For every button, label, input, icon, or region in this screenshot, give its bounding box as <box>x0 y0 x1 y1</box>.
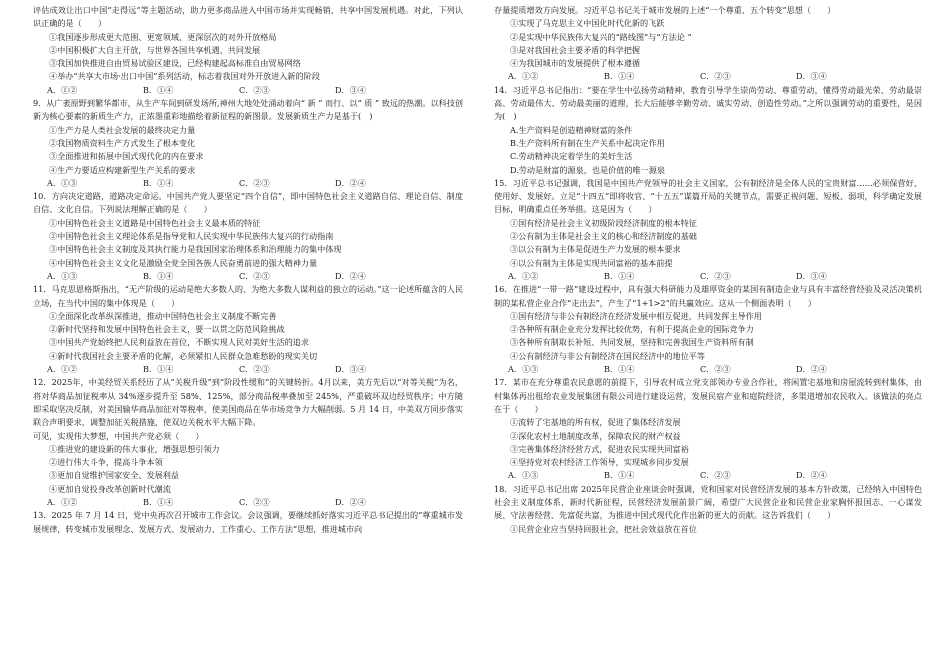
question-16-option-3: ③各种所有制取长补短、共同发展，坚持和完善我国生产资料所有制 <box>510 337 754 348</box>
choice-b: B．①④ <box>143 177 174 188</box>
choice-a: A．①③ <box>47 270 78 281</box>
question-18-option-1: ①民营企业应当坚持回报社会，把社会效益放在首位 <box>510 523 697 534</box>
choice-b: B．①④ <box>604 71 635 82</box>
question-11-option-4: ④新时代我国社会主要矛盾的化解，必须紧扣人民群众急难愁盼的现实关切 <box>49 350 318 361</box>
question-8-option-2: ②中国积极扩大自主开放，与世界各国共享机遇、共同发展 <box>49 44 261 55</box>
question-10-option-1: ①中国特色社会主义道路是中国特色社会主义最本质的特征 <box>49 217 261 228</box>
question-15-choices <box>494 270 922 283</box>
question-8-choices <box>33 84 463 97</box>
choice-d: D．②④ <box>796 364 827 375</box>
question-15-option-3: ③以公有制为主体是促进生产力发展的根本要求 <box>510 244 681 255</box>
choice-d: D．②④ <box>335 270 366 281</box>
question-8-stem: 评估成效让出口中国“走得远”等主题活动，助力更多商品进入中国市场并实现畅销，共享中国发展机遇。对此，下列认识正确的是（ ） <box>33 5 463 29</box>
question-9-choices <box>33 177 463 190</box>
question-13-stem: 13．2025 年 7 月 14 日，党中央再次召开城市工作会议。会议强调，要继续抓好落实习近平总书记提出的“尊重城市发展规律，转变城市发展理念、发展方式、发展动力、工作重心、工作方法”思想，推进城市向 <box>33 510 463 534</box>
question-9-option-3: ③全面推进和拓展中国式现代化的内在要求 <box>49 151 204 162</box>
choice-b: B．①④ <box>143 496 174 507</box>
choice-c: C．②③ <box>239 270 270 281</box>
question-8-option-3: ③我国加快推进自由贸易试验区建设，已经构建起高标准自由贸易网络 <box>49 58 301 69</box>
question-15 <box>494 177 922 283</box>
question-17-stem: 17．某市在充分尊重农民意愿的前提下，引导农村成立党支部领办专业合作社，将闲置宅基地和房屋流转到村集体，由村集体再出租给农业发展集团有限公司进行建设运营，发展民宿产业和庭院经济，多渠道增加农民收入。该做法的亮点在于（ ） <box>494 377 922 414</box>
question-18 <box>494 483 922 536</box>
choice-c: C．②③ <box>239 496 270 507</box>
question-8-option-1: ①我国逐步形成更大范围、更宽领域、更深层次的对外开放格局 <box>49 31 277 42</box>
question-10-option-3: ③中国特色社会主义制度及其执行能力是我国国家治理体系和治理能力的集中体现 <box>49 244 342 255</box>
question-10 <box>33 190 463 283</box>
question-9-stem: 9．从广袤原野到繁华都市，从生产车间到研发场所,神州大地处处涌动着向“ 新 ” 而行、以“ 质 ” 致远的热潮。以科技创新为核心要素的新质生产力，正浓墨重彩地描绘着新征程的新图景。发展新质生产力是基于( ) <box>33 98 463 122</box>
question-16-option-4: ④公有制经济与非公有制经济在国民经济中的地位平等 <box>510 350 706 361</box>
question-13-choices <box>494 70 922 83</box>
question-17-option-4: ④坚持党对农村经济工作领导，实现城乡同步发展 <box>510 457 689 468</box>
question-12-option-1: ①推进党的建设新的伟大事业，增强思想引领力 <box>49 443 220 454</box>
question-10-stem: 10．方向决定道路，道路决定命运。中国共产党人要坚定“四个自信”，即中国特色社会主义道路自信、理论自信、制度自信、文化自信。下列说法理解正确的是（ ） <box>33 191 463 215</box>
question-10-choices <box>33 270 463 283</box>
choice-c: C．②③ <box>239 177 270 188</box>
question-14-option-d: D.劳动是财富的源泉，也是价值的唯一源泉 <box>510 164 666 175</box>
choice-a: A．①② <box>47 84 78 95</box>
question-14-option-a: A.生产资料是创造精神财富的条件 <box>510 124 633 135</box>
question-12-option-4: ④更加自觉投身改革创新时代潮流 <box>49 483 171 494</box>
question-16-choices <box>494 363 922 376</box>
question-9-option-1: ①生产力是人类社会发展的最终决定力量 <box>49 124 196 135</box>
question-14-stem: 14．习近平总书记指出：“要在学生中弘扬劳动精神，教育引导学生崇尚劳动、尊重劳动，懂得劳动最光荣、劳动最崇高、劳动最伟大、劳动最美丽的道理，长大后能够辛勤劳动、诚实劳动、创造性劳动。”之所以强调劳动的重要性，是因为( ) <box>494 84 922 122</box>
choice-c: C．②③ <box>700 364 731 375</box>
choice-c: C．②③ <box>700 270 731 281</box>
question-14 <box>494 84 922 177</box>
question-15-stem: 15．习近平总书记强调，我国是中国共产党领导的社会主义国家，公有制经济是全体人民的宝贵财富……必须保营好、使用好、发展好。立足“十四五”即将收官、“十五五”谋篇开局的关键节点，需要正视问题、短板、弱项，科学确定发展目标，明确重点任务举措。这是因为（ ） <box>494 177 922 215</box>
question-12-stem-question: 可见，实现伟大梦想，中国共产党必须（ ） <box>33 430 204 441</box>
choice-b: B．①④ <box>604 470 635 481</box>
choice-b: B．①④ <box>143 364 174 375</box>
question-18-stem: 18．习近平总书记出席 2025年民营企业座谈会时强调，党和国家对民营经济发展的基本方针政策，已经纳入中国特色社会主义制度体系，新时代新征程，民营经济发展前景广阔，希望广大民营企业和民营企业家胸怀报国志、一心谋发展、守法善经营、先富促共富，为推进中国式现代化作出新的更大的贡献。这告诉我们（ ） <box>494 483 922 521</box>
question-13-option-3: ③是对我国社会主要矛盾的科学把握 <box>510 44 641 55</box>
choice-c: C．②③ <box>700 470 731 481</box>
question-11-stem: 11．马克思恩格斯指出，“无产阶级的运动是绝大多数人的、为绝大多数人谋利益的独立的运动。”这一论述所蕴含的人民立场，在当代中国的集中体现是（ ） <box>33 284 463 308</box>
choice-a: A．①③ <box>508 364 539 375</box>
choice-d: D．③④ <box>335 364 366 375</box>
question-11-choices <box>33 363 463 376</box>
choice-d: D．②④ <box>335 496 366 507</box>
right-column <box>494 4 922 536</box>
question-11-option-2: ②新时代坚持和发展中国特色社会主义，要一以贯之防范风险挑战 <box>49 324 285 335</box>
choice-b: B．①④ <box>143 84 174 95</box>
question-17-choices <box>494 469 922 482</box>
question-17 <box>494 376 922 482</box>
choice-a: A．①② <box>508 71 539 82</box>
question-17-option-2: ②深化农村土地制度改革，保障农民的财产权益 <box>510 430 681 441</box>
left-column <box>33 4 463 536</box>
question-9 <box>33 97 463 190</box>
choice-b: B．①④ <box>604 364 635 375</box>
choice-d: D．③④ <box>796 270 827 281</box>
question-16-stem: 16．在推进“一带一路”建设过程中，具有强大科研能力及雄厚资金的某国有制造企业与具有丰富经营经验及灵活决策机制的某私营企业合作“走出去”，产生了“1+1>2”的共赢效应。这从一个侧面表明（ ） <box>494 284 922 308</box>
question-13 <box>33 509 463 536</box>
choice-d: D．③④ <box>796 71 827 82</box>
question-13-option-1: ①实现了马克思主义中国化时代化新的飞跃 <box>510 18 665 29</box>
question-12-option-3: ③更加自觉维护国家安全、发展利益 <box>49 470 180 481</box>
choice-a: A．①② <box>508 270 539 281</box>
question-11 <box>33 283 463 376</box>
question-15-option-2: ②公有制为主体是社会主义的核心和经济制度的基础 <box>510 231 697 242</box>
choice-c: C．②③ <box>700 71 731 82</box>
question-10-option-2: ②中国特色社会主义理论体系是指导党和人民实现中华民族伟大复兴的行动指南 <box>49 231 334 242</box>
question-12-option-2: ②进行伟大斗争，提高斗争本领 <box>49 457 163 468</box>
question-12-choices <box>33 496 463 509</box>
question-12 <box>33 376 463 509</box>
question-13-option-2: ②是实现中华民族伟大复兴的“路线图”与“方法论 ” <box>510 31 692 42</box>
choice-a: A．①③ <box>508 470 539 481</box>
question-17-option-3: ③完善集体经济经营方式，促进农民实现共同富裕 <box>510 443 689 454</box>
question-13-stem-continued: 存量提质增效方向发展。习近平总书记关于城市发展的上述“一个尊重、五个转变”思想（ ） <box>494 5 836 15</box>
question-13-continued <box>494 4 922 84</box>
choice-d: D．②④ <box>796 470 827 481</box>
choice-c: C．②③ <box>239 364 270 375</box>
choice-a: A．①③ <box>47 177 78 188</box>
question-11-option-1: ①全面深化改革纵深推进，推动中国特色社会主义制度不断完善 <box>49 310 277 321</box>
question-17-option-1: ①流转了宅基地的所有权，促进了集体经济发展 <box>510 417 681 428</box>
question-16 <box>494 283 922 376</box>
question-8 <box>33 4 463 97</box>
question-12-stem: 12．2025年，中美经贸关系经历了从“关税升级”到“阶段性缓和”的关键转折。4月以来，美方先后以“对等关税”为名，将对华商品加征税率从 34%逐步提升至 58%、125%，部分商品税率叠加至 245%，严重破坏双边经贸秩序；中方随即采取坚决反制，对美国输华商品加征对等税率，使美国商品在华市场竞争力大幅削弱。5 月 14 日，中美双方同步落实联合声明要求，调整加征关税措施，使双边关税水平大幅下降。 <box>33 377 463 428</box>
choice-b: B．①④ <box>143 270 174 281</box>
choice-b: B．①④ <box>604 270 635 281</box>
question-15-option-4: ④以公有制为主体是实现共同富裕的基本前提 <box>510 257 673 268</box>
question-16-option-1: ①国有经济与非公有制经济在经济发展中相互促进，共同发挥主导作用 <box>510 310 762 321</box>
choice-d: D．②④ <box>335 177 366 188</box>
choice-d: D．③④ <box>335 84 366 95</box>
question-9-option-2: ②我国物质资料生产方式发生了根本变化 <box>49 137 196 148</box>
choice-a: A．①② <box>47 496 78 507</box>
question-16-option-2: ②各种所有制企业充分发挥比较优势，有利于提高企业的国际竞争力 <box>510 324 754 335</box>
question-13-option-4: ④为我国城市的发展提供了根本遵循 <box>510 58 641 69</box>
question-11-option-3: ③中国共产党始终把人民利益放在首位，不断实现人民对美好生活的追求 <box>49 337 310 348</box>
question-9-option-4: ④生产力要适应构建新型生产关系的要求 <box>49 164 196 175</box>
question-8-option-4: ④举办“共享大市场·出口中国”系列活动，标志着我国对外开放进入新的阶段 <box>49 71 320 82</box>
question-10-option-4: ④中国特色社会主义文化是激励全党全国各族人民奋勇前进的强大精神力量 <box>49 257 318 268</box>
choice-a: A．①② <box>47 364 78 375</box>
choice-c: C．②③ <box>239 84 270 95</box>
question-14-option-c: C.劳动精神决定着学生的美好生活 <box>510 151 633 162</box>
question-15-option-1: ①国有经济是社会主义初级阶段经济制度的根本特征 <box>510 217 697 228</box>
question-14-option-b: B.生产资料所有制在生产关系中起决定作用 <box>510 137 665 148</box>
